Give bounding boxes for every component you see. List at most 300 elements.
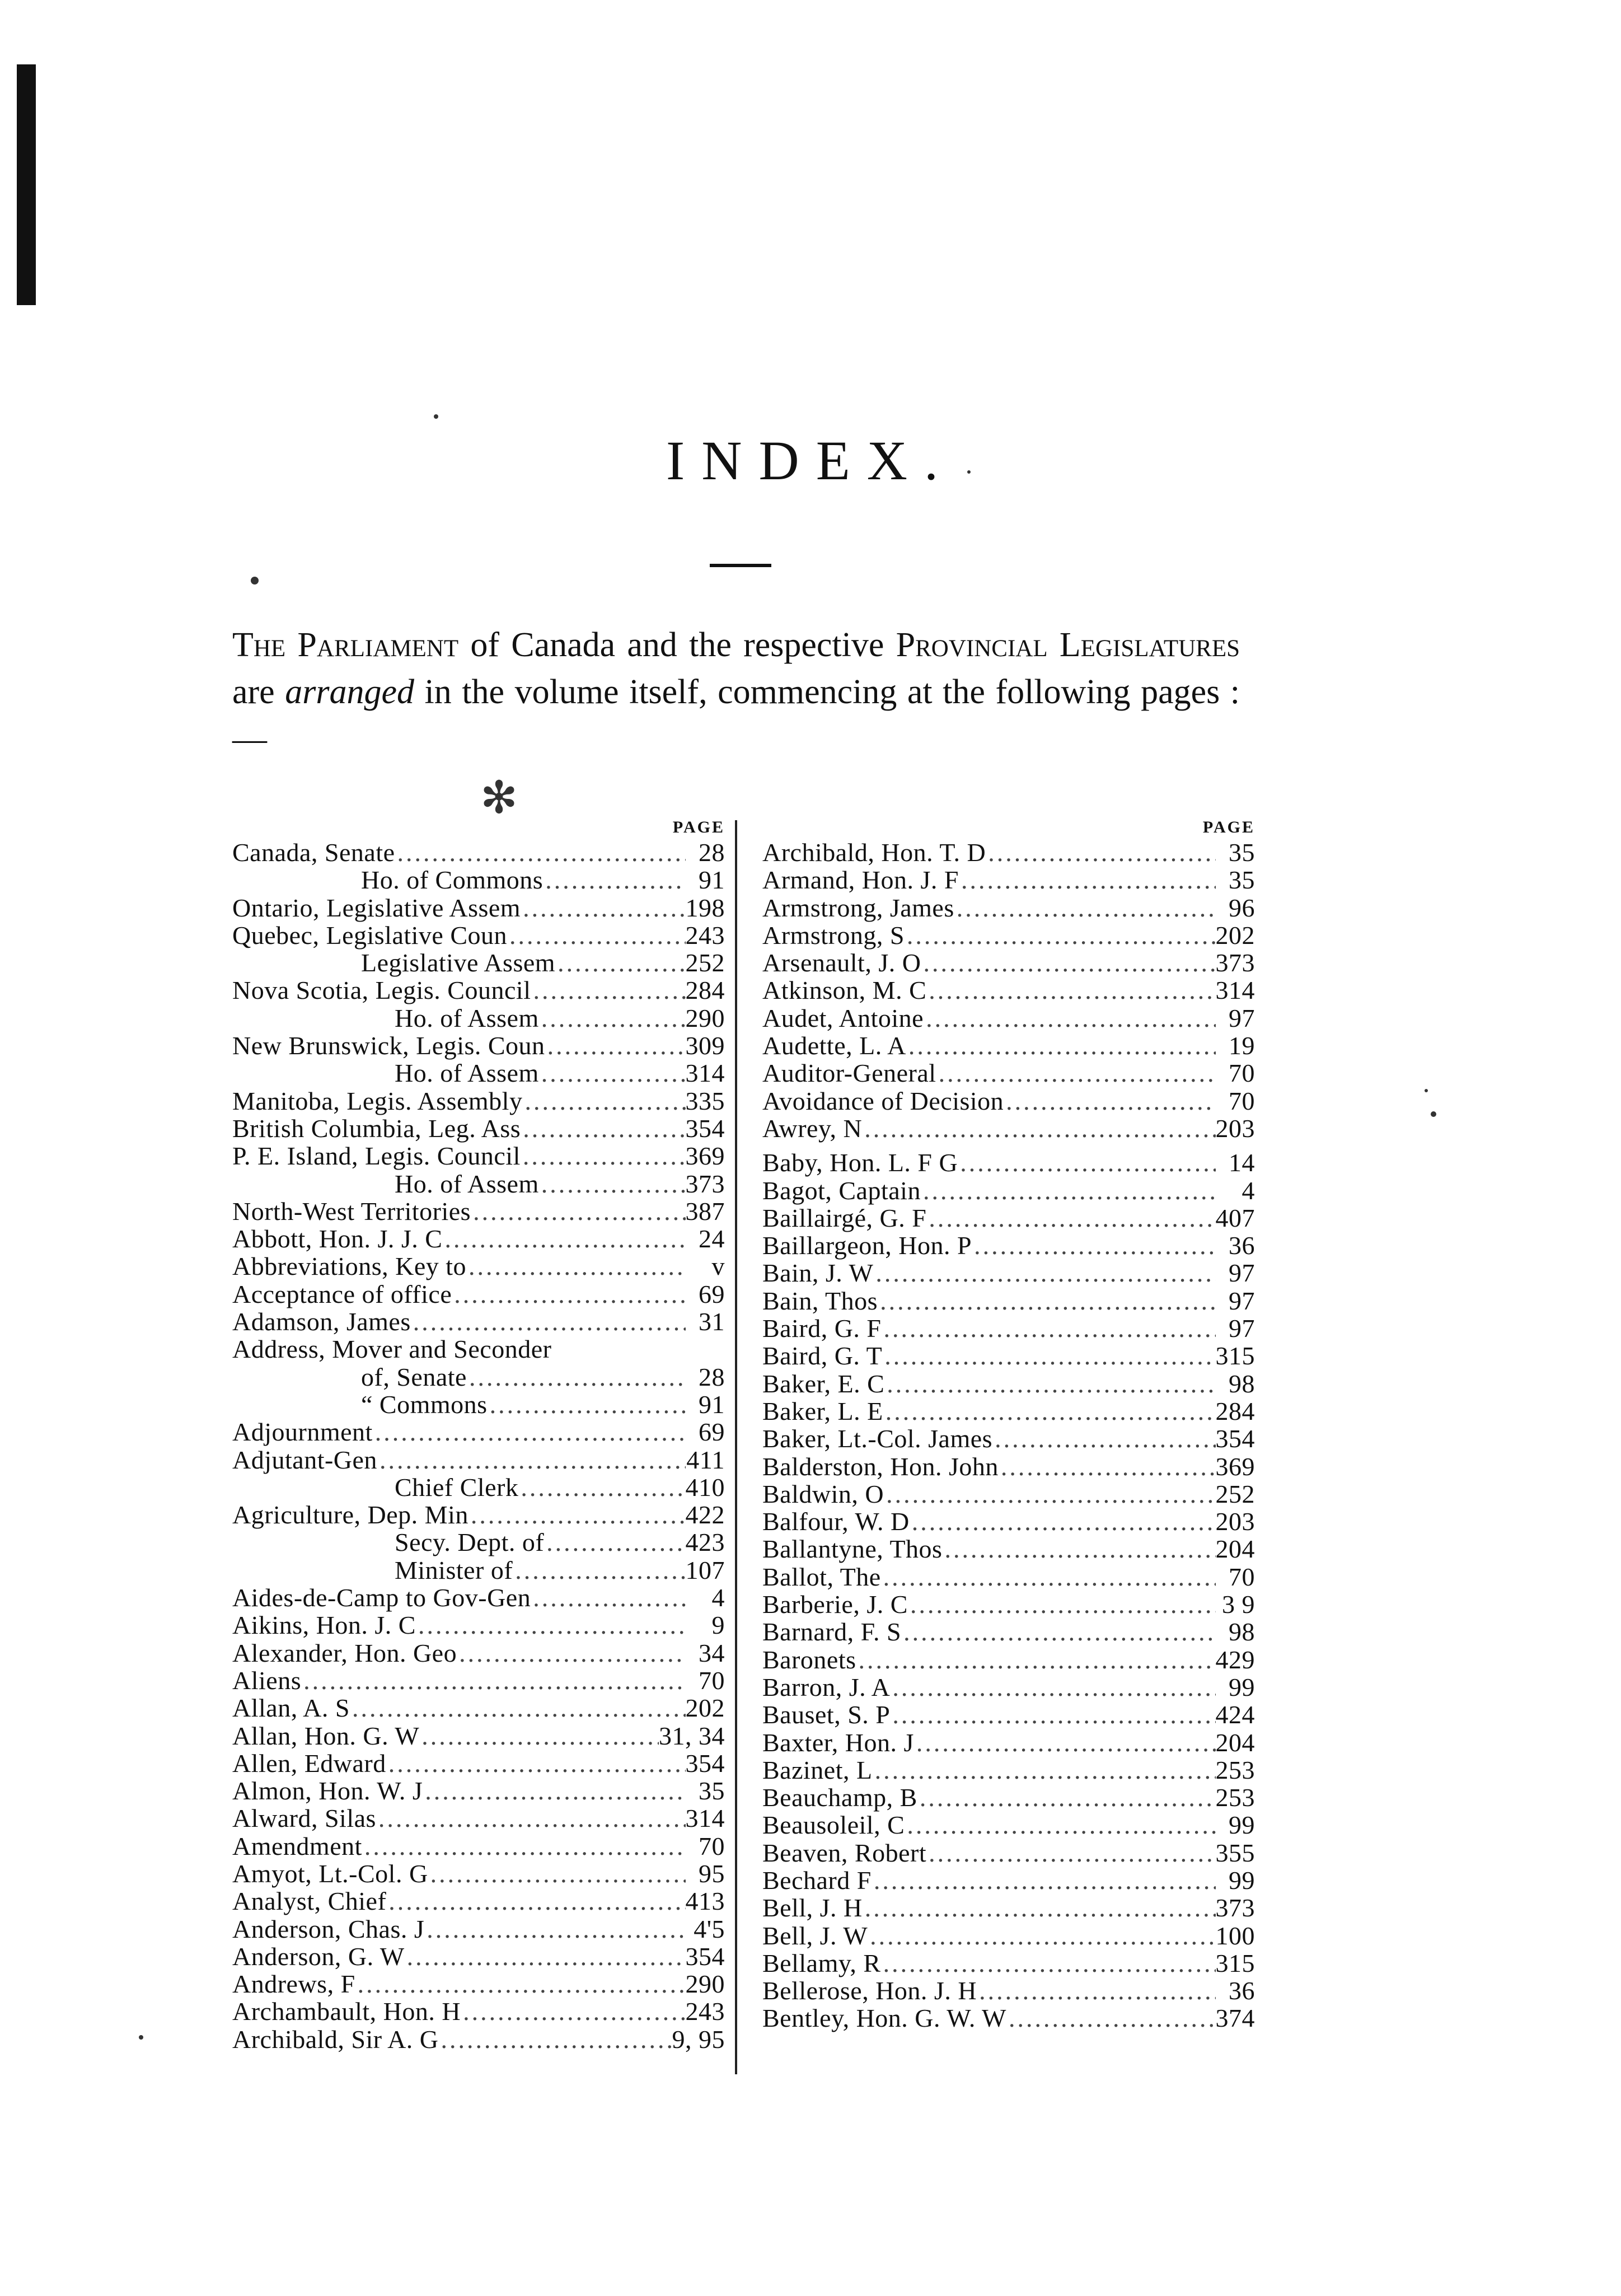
index-entry — [762, 1729, 1255, 1756]
entry-page: 100 — [1215, 1921, 1255, 1950]
entry-name: of, Senate — [361, 1362, 467, 1391]
dot-leader — [906, 1032, 1216, 1059]
entry-name: Baker, L. E — [762, 1396, 883, 1425]
entry-page: 4 — [1241, 1176, 1255, 1205]
dot-leader — [531, 1584, 686, 1611]
dot-leader — [1006, 2004, 1216, 2032]
entry-page: 19 — [1229, 1031, 1255, 1060]
entry-page: 35 — [1229, 866, 1255, 895]
index-entry — [762, 839, 1255, 866]
index-entry — [232, 1639, 725, 1667]
dot-leader — [522, 1087, 685, 1115]
ink-speck — [434, 414, 438, 419]
entry-name: Ho. of Commons — [361, 866, 544, 895]
entry-page: 69 — [699, 1279, 725, 1308]
entry-page: 290 — [685, 1003, 725, 1032]
dot-leader — [416, 1611, 686, 1639]
entry-name: Bellerose, Hon. J. H — [762, 1976, 977, 2005]
entry-name: Barron, J. A — [762, 1672, 891, 1701]
index-entry — [232, 1280, 725, 1308]
index-entry — [232, 1970, 725, 1998]
index-entry — [762, 866, 1255, 894]
margin-bar — [17, 64, 36, 305]
entry-page: 373 — [1215, 948, 1255, 978]
index-entry — [232, 1252, 725, 1280]
entry-name: Ballantyne, Thos — [762, 1535, 943, 1564]
index-entry — [232, 1722, 725, 1750]
entry-name: Ho. of Assem — [395, 1059, 539, 1088]
dot-leader — [917, 1784, 1216, 1811]
entry-page: 97 — [1229, 1259, 1255, 1288]
entry-page: 70 — [1229, 1086, 1255, 1115]
entry-name: Armstrong, S — [762, 920, 905, 950]
entry-name: Chief Clerk — [395, 1472, 519, 1502]
index-entry — [762, 1839, 1255, 1867]
dot-leader — [959, 866, 1216, 894]
intro-parliament: The Parliament — [232, 626, 459, 664]
dot-leader — [884, 1480, 1215, 1508]
entry-page: 413 — [685, 1887, 725, 1916]
entry-name: Quebec, Legislative Coun — [232, 920, 508, 950]
dot-leader — [539, 1170, 686, 1198]
dot-leader — [539, 1004, 686, 1032]
entry-name: Bell, J. H — [762, 1893, 863, 1923]
index-entry — [762, 1115, 1255, 1142]
index-entry — [762, 1177, 1255, 1204]
entry-page: 198 — [685, 893, 725, 922]
index-entry — [232, 1032, 725, 1059]
entry-name: Anderson, G. W — [232, 1942, 405, 1971]
column-divider — [735, 820, 737, 2074]
entry-name: Amyot, Lt.-Col. G — [232, 1859, 428, 1888]
entry-name: Baldwin, O — [762, 1479, 884, 1508]
dot-leader — [972, 1232, 1216, 1259]
index-entry — [762, 1867, 1255, 1894]
index-entry — [232, 1584, 725, 1611]
dot-leader — [882, 1315, 1216, 1342]
entry-page: 70 — [699, 1666, 725, 1695]
index-column-right — [762, 816, 1255, 2032]
entry-page: 429 — [1215, 1645, 1255, 1674]
entry-name: Armstrong, James — [762, 893, 954, 922]
dot-leader — [428, 1860, 686, 1887]
index-entry — [762, 1287, 1255, 1315]
dot-leader — [924, 1004, 1216, 1032]
index-entry — [232, 1308, 725, 1335]
index-list-left — [232, 839, 725, 2053]
index-entry — [232, 1804, 725, 1832]
dot-leader — [881, 1563, 1216, 1591]
index-entry — [232, 2026, 725, 2053]
index-entry — [762, 1397, 1255, 1425]
entry-name: Bentley, Hon. G. W. W — [762, 2004, 1006, 2033]
entry-page: 91 — [699, 1390, 725, 1419]
dot-leader — [926, 976, 1215, 1004]
entry-name: Adjournment — [232, 1418, 373, 1447]
index-entry — [232, 1142, 725, 1170]
index-entry — [762, 1811, 1255, 1839]
index-entry — [762, 1922, 1255, 1949]
entry-page: 315 — [1215, 1341, 1255, 1371]
index-entry — [762, 1004, 1255, 1032]
entry-page: 91 — [699, 866, 725, 895]
dot-leader — [883, 1397, 1216, 1425]
entry-name: “ Commons — [361, 1390, 488, 1419]
entry-name: New Brunswick, Legis. Coun — [232, 1031, 545, 1060]
entry-name: Baillargeon, Hon. P — [762, 1231, 972, 1260]
ink-speck — [251, 577, 259, 584]
entry-page: 9 — [711, 1611, 725, 1640]
intro-provincial: Provincial Legislatures — [896, 626, 1240, 664]
index-entry — [232, 1750, 725, 1777]
entry-page: 107 — [685, 1555, 725, 1584]
dot-leader — [872, 1867, 1216, 1894]
dot-leader — [908, 1591, 1216, 1618]
dot-leader — [545, 1032, 686, 1059]
index-entry — [232, 1501, 725, 1528]
entry-page: 315 — [1215, 1948, 1255, 1977]
page-column-header: PAGE — [672, 818, 725, 836]
entry-page: 253 — [1215, 1783, 1255, 1812]
index-entry — [762, 1453, 1255, 1480]
index-entry — [232, 1391, 725, 1418]
dot-leader — [936, 1059, 1216, 1087]
dot-leader — [507, 922, 685, 949]
entry-name: Arsenault, J. O — [762, 948, 921, 978]
entry-name: Baker, E. C — [762, 1369, 885, 1398]
index-entry — [762, 1949, 1255, 1977]
dot-leader — [405, 1943, 686, 1970]
entry-page: 410 — [685, 1472, 725, 1502]
entry-page: 422 — [685, 1500, 725, 1530]
entry-name: Auditor-General — [762, 1059, 936, 1088]
entry-page: 314 — [685, 1059, 725, 1088]
entry-name: Agriculture, Dep. Min — [232, 1500, 469, 1530]
index-entry — [232, 1198, 725, 1225]
index-entry — [762, 1756, 1255, 1784]
index-entry — [762, 1480, 1255, 1508]
entry-page: 4 — [711, 1583, 725, 1612]
dot-leader — [926, 1839, 1215, 1867]
entry-page: 424 — [1215, 1700, 1255, 1729]
dot-leader — [868, 1922, 1215, 1949]
entry-name: P. E. Island, Legis. Council — [232, 1142, 521, 1171]
entry-name: Armand, Hon. J. F — [762, 866, 959, 895]
entry-name: Atkinson, M. C — [762, 976, 927, 1005]
entry-name: Alexander, Hon. Geo — [232, 1638, 457, 1667]
entry-page: 202 — [1215, 920, 1255, 950]
entry-page: 36 — [1229, 1976, 1255, 2005]
dot-leader — [905, 1811, 1216, 1839]
dot-leader — [901, 1618, 1216, 1645]
dot-leader — [471, 1198, 685, 1225]
entry-page: 204 — [1215, 1728, 1255, 1757]
entry-name: Analyst, Chief — [232, 1887, 387, 1916]
entry-name: Andrews, F — [232, 1970, 355, 1999]
dot-leader — [544, 1528, 685, 1556]
dot-leader — [890, 1673, 1216, 1701]
entry-name: Abbott, Hon. J. J. C — [232, 1224, 443, 1254]
entry-name: Bellamy, R — [762, 1948, 881, 1977]
entry-name: Ballot, The — [762, 1562, 881, 1591]
dot-leader — [362, 1832, 686, 1860]
index-entry — [232, 894, 725, 922]
index-entry — [232, 866, 725, 894]
dot-leader — [954, 894, 1216, 922]
entry-name: Adamson, James — [232, 1307, 411, 1336]
entry-page: 243 — [685, 1997, 725, 2026]
entry-name: Allan, A. S — [232, 1694, 350, 1723]
entry-page: 95 — [699, 1859, 725, 1888]
index-entry — [762, 1370, 1255, 1397]
entry-page: 70 — [1229, 1562, 1255, 1591]
index-entry — [232, 1998, 725, 2025]
dot-leader — [884, 1370, 1216, 1397]
entry-page: 407 — [1215, 1203, 1255, 1232]
dot-leader — [452, 1280, 686, 1308]
entry-page: 98 — [1229, 1617, 1255, 1647]
dot-leader — [856, 1646, 1216, 1673]
index-entry — [762, 1535, 1255, 1563]
index-entry — [232, 1887, 725, 1915]
entry-name: Baronets — [762, 1645, 856, 1674]
index-entry — [232, 976, 725, 1004]
dot-leader — [977, 1977, 1216, 2004]
entry-name: Nova Scotia, Legis. Council — [232, 976, 531, 1005]
entry-name: Baillairgé, G. F — [762, 1203, 927, 1232]
index-entry — [232, 1335, 725, 1363]
entry-page: 355 — [1215, 1838, 1255, 1867]
entry-page: 14 — [1229, 1148, 1255, 1177]
entry-name: Manitoba, Legis. Assembly — [232, 1086, 523, 1115]
dot-leader — [373, 1418, 686, 1446]
index-entry — [762, 1646, 1255, 1673]
entry-page: 202 — [685, 1694, 725, 1723]
entry-name: Audet, Antoine — [762, 1003, 924, 1032]
index-entry — [762, 1259, 1255, 1287]
entry-name: Beauchamp, B — [762, 1783, 917, 1812]
entry-page: 204 — [1215, 1535, 1255, 1564]
index-entry — [762, 1977, 1255, 2004]
dot-leader — [521, 894, 685, 922]
entry-page: 34 — [699, 1638, 725, 1667]
dot-leader — [999, 1453, 1216, 1480]
entry-name: Baxter, Hon. J — [762, 1728, 914, 1757]
entry-page: 252 — [685, 948, 725, 978]
index-entry — [762, 1425, 1255, 1452]
dot-leader — [301, 1667, 686, 1694]
index-entry — [762, 1342, 1255, 1369]
entry-name: Secy. Dept. of — [395, 1528, 545, 1557]
index-entry — [762, 949, 1255, 976]
entry-name: Aikins, Hon. J. C — [232, 1611, 416, 1640]
dot-leader — [878, 1287, 1216, 1315]
dot-leader — [513, 1556, 685, 1584]
entry-page: 374 — [1215, 2004, 1255, 2033]
entry-name: Barnard, F. S — [762, 1617, 902, 1647]
entry-name: North-West Territories — [232, 1196, 471, 1226]
index-entry — [232, 1446, 725, 1474]
entry-page: 354 — [685, 1942, 725, 1971]
dot-leader — [863, 1894, 1216, 1921]
entry-page: v — [711, 1252, 725, 1281]
index-entry — [762, 1087, 1255, 1115]
entry-page: 28 — [699, 838, 725, 867]
dot-leader — [873, 1259, 1216, 1287]
dot-leader — [992, 1425, 1215, 1452]
index-entry — [232, 1087, 725, 1115]
index-entry — [232, 1363, 725, 1391]
entry-page: 24 — [699, 1224, 725, 1254]
entry-page: 309 — [685, 1031, 725, 1060]
entry-page: 354 — [1215, 1424, 1255, 1453]
entry-page: 354 — [685, 1748, 725, 1778]
index-entry — [232, 1694, 725, 1722]
dot-leader — [942, 1535, 1215, 1563]
index-entry — [762, 1618, 1255, 1645]
entry-name: Amendment — [232, 1831, 362, 1860]
dot-leader — [921, 1177, 1216, 1204]
entry-page: 203 — [1215, 1507, 1255, 1536]
index-entry — [232, 1418, 725, 1446]
title-rule — [710, 564, 771, 567]
entry-page: 28 — [699, 1362, 725, 1391]
entry-page: 69 — [699, 1418, 725, 1447]
entry-page: 369 — [685, 1142, 725, 1171]
dot-leader — [873, 1756, 1216, 1784]
intro-paragraph — [232, 621, 1240, 763]
dot-leader — [890, 1701, 1215, 1728]
entry-page: 97 — [1229, 1003, 1255, 1032]
entry-name: Barberie, J. C — [762, 1590, 908, 1619]
entry-page: 99 — [1229, 1865, 1255, 1895]
entry-name: Archibald, Sir A. G — [232, 2024, 439, 2054]
entry-name: Audette, L. A — [762, 1031, 906, 1060]
index-entry — [762, 2004, 1255, 2032]
index-entry — [762, 1894, 1255, 1921]
dot-leader — [521, 1142, 686, 1170]
index-entry — [232, 1115, 725, 1142]
entry-page: 97 — [1229, 1286, 1255, 1315]
entry-name: Baby, Hon. L. F G — [762, 1148, 958, 1177]
entry-name: Almon, Hon. W. J — [232, 1776, 423, 1806]
index-entry — [232, 922, 725, 949]
entry-name: Aides-de-Camp to Gov-Gen — [232, 1583, 531, 1612]
entry-page: 3 9 — [1222, 1590, 1255, 1619]
intro-text-3: in the volume itself, commencing at the following pages : — — [232, 673, 1240, 758]
dot-leader — [881, 1949, 1216, 1977]
dot-leader — [543, 866, 686, 894]
ink-speck — [139, 2035, 143, 2040]
index-entry — [232, 1474, 725, 1501]
entry-name: Ho. of Assem — [395, 1169, 539, 1198]
entry-name: Beausoleil, C — [762, 1811, 905, 1840]
entry-page: 284 — [1215, 1396, 1255, 1425]
entry-name: Acceptance of office — [232, 1279, 452, 1308]
entry-name: Address, Mover and Seconder — [232, 1335, 552, 1364]
entry-name: Baird, G. T — [762, 1341, 883, 1371]
entry-page: 335 — [685, 1086, 725, 1115]
entry-page: 4'5 — [694, 1914, 725, 1943]
index-entry — [762, 976, 1255, 1004]
entry-name: Bazinet, L — [762, 1755, 873, 1784]
dot-leader — [958, 1149, 1216, 1176]
index-entry — [762, 1032, 1255, 1059]
entry-name: Avoidance of Decision — [762, 1086, 1004, 1115]
dot-leader — [910, 1508, 1216, 1535]
dot-leader — [531, 976, 685, 1004]
index-entry — [232, 1915, 725, 1943]
index-entry — [232, 949, 725, 976]
dot-leader — [424, 1915, 686, 1943]
index-entry — [762, 1204, 1255, 1232]
entry-name: Baird, G. F — [762, 1314, 882, 1343]
dot-leader — [539, 1059, 686, 1087]
entry-name: Abbreviations, Key to — [232, 1252, 467, 1281]
dot-leader — [518, 1474, 685, 1501]
dot-leader — [377, 1446, 686, 1474]
index-entry — [232, 1528, 725, 1556]
entry-name: Bechard F — [762, 1865, 872, 1895]
index-entry — [762, 1059, 1255, 1087]
entry-name: Balderston, Hon. John — [762, 1452, 999, 1481]
entry-name: Balfour, W. D — [762, 1507, 910, 1536]
index-entry — [232, 1832, 725, 1860]
entry-name: Bauset, S. P — [762, 1700, 891, 1729]
entry-page: 387 — [685, 1196, 725, 1226]
dot-leader — [411, 1308, 686, 1335]
entry-name: Anderson, Chas. J — [232, 1914, 425, 1943]
index-entry — [762, 1673, 1255, 1701]
entry-name: Awrey, N — [762, 1114, 863, 1143]
entry-page: 98 — [1229, 1369, 1255, 1398]
entry-page: 354 — [685, 1114, 725, 1143]
dot-leader — [905, 922, 1216, 949]
index-entry — [762, 1784, 1255, 1811]
dot-leader — [355, 1970, 686, 1998]
entry-name: Ho. of Assem — [395, 1003, 539, 1032]
index-entry — [232, 1059, 725, 1087]
index-entry — [232, 1004, 725, 1032]
index-entry — [232, 1170, 725, 1198]
entry-name: Archibald, Hon. T. D — [762, 838, 986, 867]
entry-name: Bell, J. W — [762, 1921, 868, 1950]
index-list-right — [762, 839, 1255, 2032]
dot-leader — [467, 1363, 686, 1391]
index-entry — [762, 1508, 1255, 1535]
index-entry — [232, 1860, 725, 1887]
entry-page: 373 — [685, 1169, 725, 1198]
dot-leader — [395, 839, 686, 866]
entry-page: 99 — [1229, 1672, 1255, 1701]
entry-page: 36 — [1229, 1231, 1255, 1260]
dot-leader — [914, 1729, 1216, 1756]
dot-leader — [439, 2026, 672, 2053]
dot-leader — [350, 1694, 686, 1722]
entry-page: 70 — [1229, 1059, 1255, 1088]
dot-leader — [376, 1804, 686, 1832]
dot-leader — [442, 1225, 686, 1252]
intro-text-2: are — [232, 673, 285, 711]
entry-name: Minister of — [395, 1555, 513, 1584]
index-column-left — [232, 816, 725, 2053]
index-entry — [232, 1611, 725, 1639]
entry-name: Archambault, Hon. H — [232, 1997, 461, 2026]
entry-page: 203 — [1215, 1114, 1255, 1143]
index-entry — [762, 1315, 1255, 1342]
entry-page: 31, 34 — [659, 1721, 725, 1750]
dot-leader — [926, 1204, 1215, 1232]
